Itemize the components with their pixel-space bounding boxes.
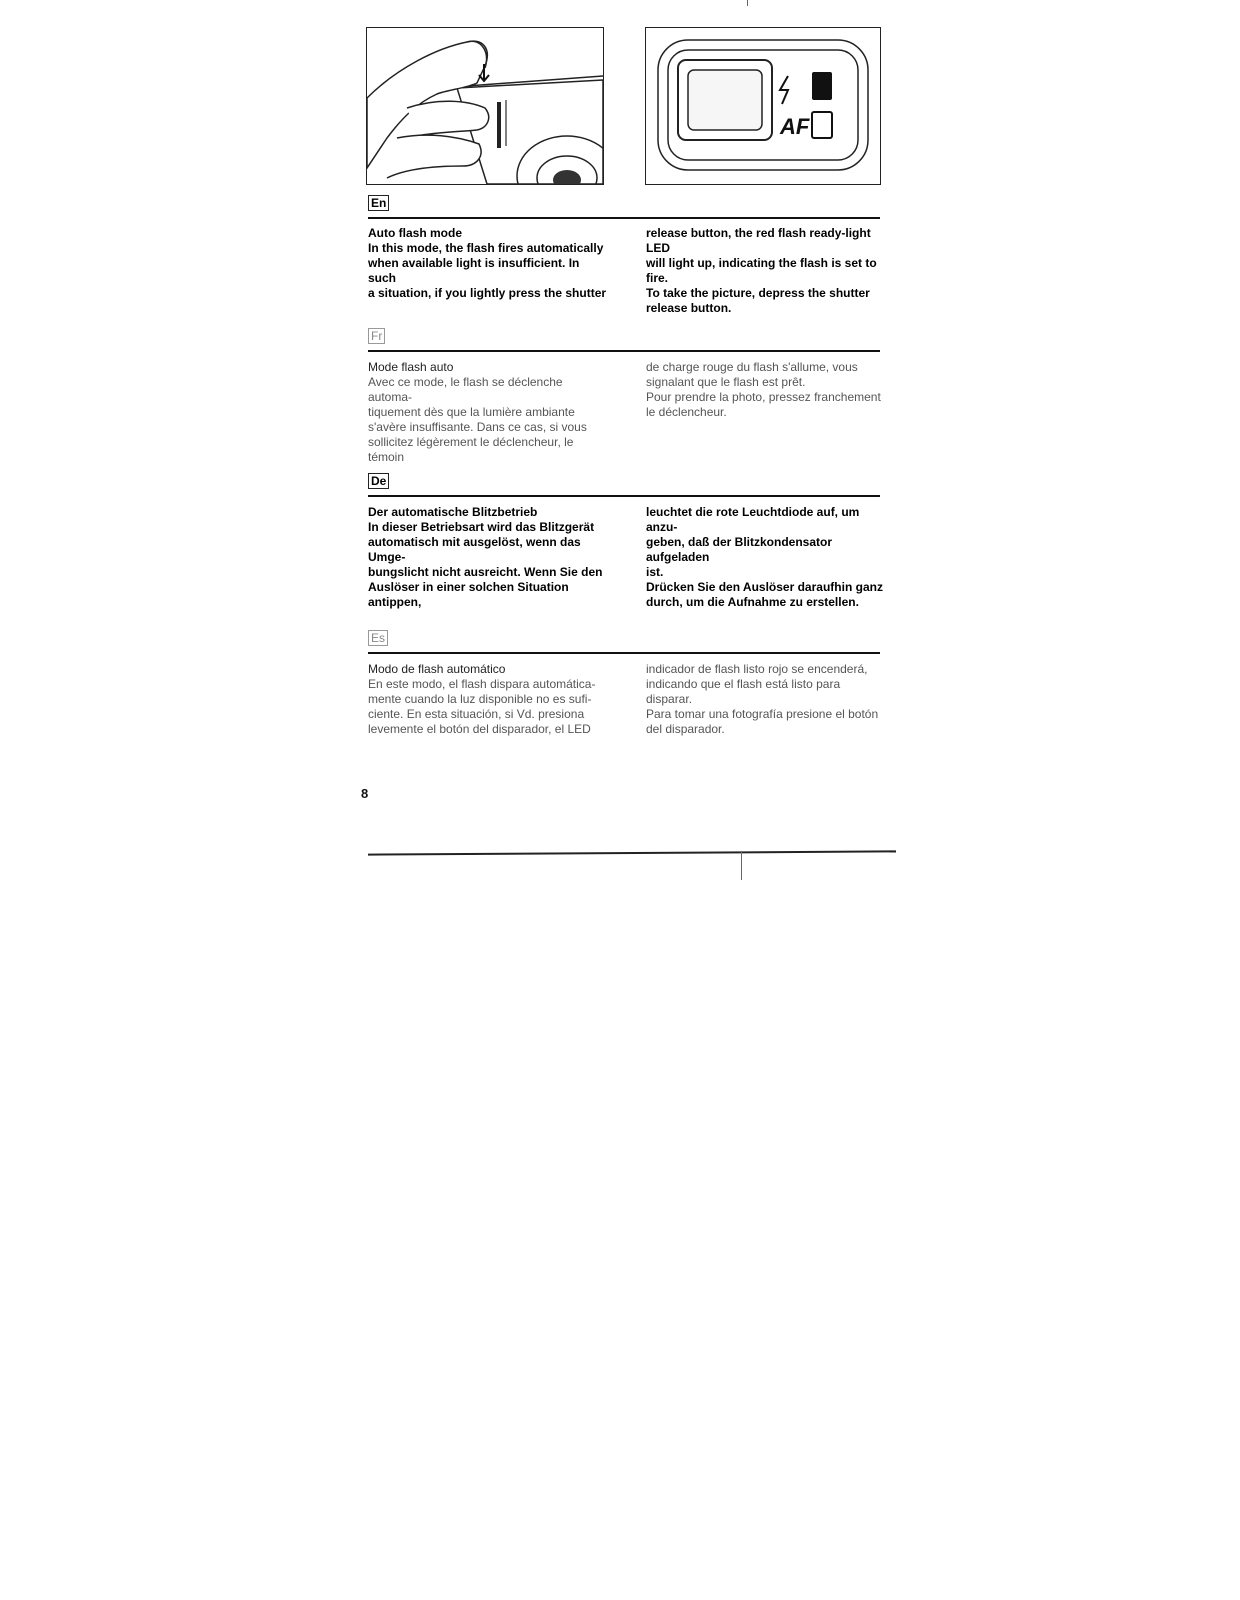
- trim-line: [368, 850, 896, 855]
- section-rule: [368, 350, 880, 352]
- lang-tag-en: En: [368, 195, 389, 211]
- es-left-column: [368, 662, 608, 737]
- en-right-text: release button, the red flash ready-light LED will light up, indicating the flash is set to fire. To take the picture, depress the shutter release button.: [646, 226, 877, 315]
- flash-led-square: [812, 72, 832, 100]
- af-led-square: [812, 112, 832, 138]
- af-label: AF: [780, 114, 810, 139]
- viewfinder-drawing: [646, 28, 880, 184]
- es-heading: Modo de flash automático: [368, 662, 506, 676]
- lang-tag-fr: Fr: [368, 328, 385, 344]
- en-heading: Auto flash mode: [368, 226, 463, 240]
- fr-left-column: [368, 360, 608, 465]
- en-left-text: In this mode, the flash fires automatically when available light is insufficient. In such a situation, if you lightly press the shutter: [368, 241, 607, 300]
- es-left-text: En este modo, el flash dispara automática- mente cuando la luz disponible no es sufi- ciente. En esta situación, si Vd. presiona levemente el botón del disparador, el LED: [368, 677, 596, 736]
- fr-right-text: de charge rouge du flash s'allume, vous signalant que le flash est prêt. Pour prendre la photo, pressez franchement le déclencheur.: [646, 360, 881, 419]
- section-rule: [368, 217, 880, 219]
- shutter-press-illustration: [366, 27, 604, 185]
- scan-mark: [741, 852, 742, 880]
- section-rule: [368, 495, 880, 497]
- flash-lightning-icon: [780, 76, 788, 104]
- section-rule: [368, 652, 880, 654]
- fr-heading: Mode flash auto: [368, 360, 454, 374]
- page-number: 8: [361, 786, 369, 801]
- de-right-text: leuchtet die rote Leuchtdiode auf, um anzu- geben, daß der Blitzkondensator aufgeladen ist. Drücken Sie den Auslöser daraufhin ganz durch, um die Aufnahme zu erstellen.: [646, 505, 883, 609]
- es-right-text: indicador de flash listo rojo se encenderá, indicando que el flash está listo para disparar. Para tomar una fotografía presione el botón del disparador.: [646, 662, 879, 736]
- lang-tag-es: Es: [368, 630, 388, 646]
- de-left-column: [368, 505, 608, 610]
- viewfinder-led-illustration: [645, 27, 881, 185]
- fr-left-text: Avec ce mode, le flash se déclenche automa- tiquement dès que la lumière ambiante s'avère insuffisante. Dans ce cas, si vous sollicitez légèrement le déclencheur, le témoin: [368, 375, 587, 464]
- de-heading: Der automatische Blitzbetrieb: [368, 505, 538, 519]
- scan-mark: [747, 0, 748, 6]
- hand-camera-drawing: [367, 28, 603, 184]
- lang-tag-de: De: [368, 473, 389, 489]
- en-left-column: [368, 226, 608, 301]
- de-left-text: In dieser Betriebsart wird das Blitzgerät automatisch mit ausgelöst, wenn das Umge- bungslicht nicht ausreicht. Wenn Sie den Auslöser in einer solchen Situation antippen,: [368, 520, 603, 609]
